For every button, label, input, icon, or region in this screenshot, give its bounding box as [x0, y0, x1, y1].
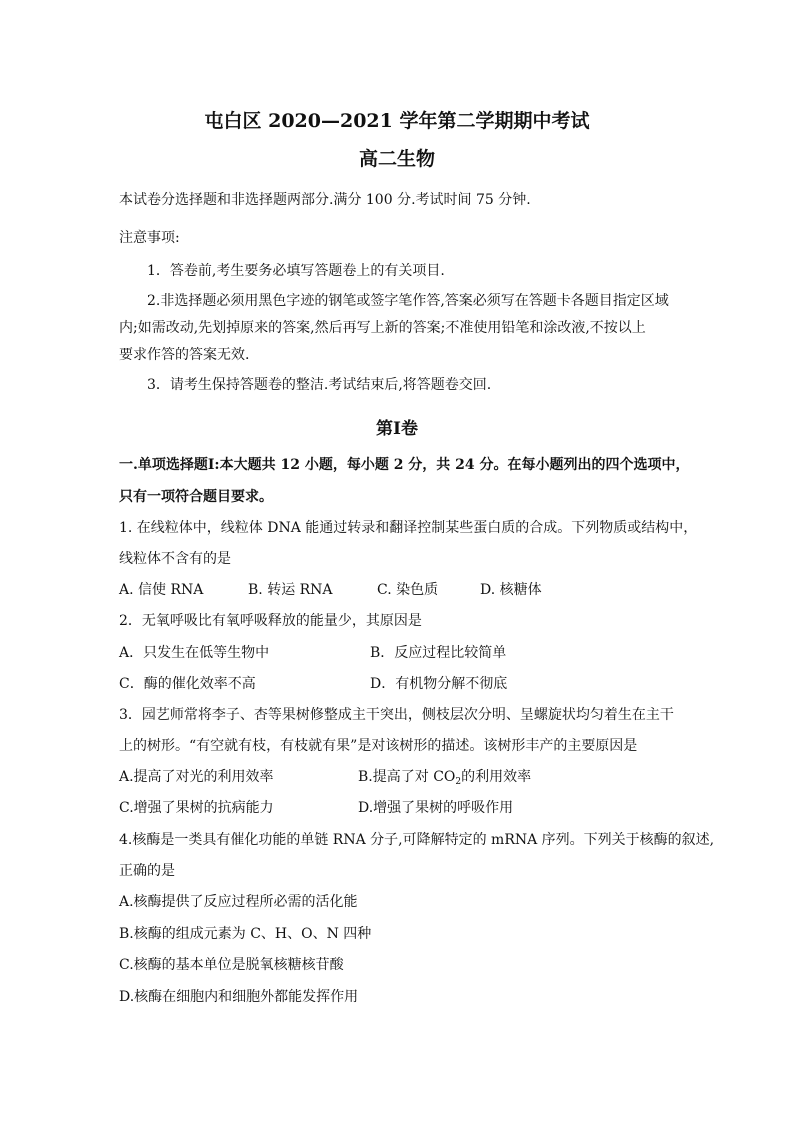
question-1-stem-line-2: 线粒体不含有的是 — [119, 551, 231, 567]
section-title: 第Ⅰ卷 — [376, 419, 418, 439]
exam-subtitle: 高二生物 — [358, 148, 435, 170]
question-2-option-a: A．只发生在低等生物中 — [119, 645, 270, 661]
question-2-stem: 2．无氧呼吸比有氧呼吸释放的能量少，其原因是 — [119, 613, 422, 629]
question-3-stem-line-1: 3．园艺师常将李子、杏等果树修整成主干突出，侧枝层次分明、呈螺旋状均匀着生在主干 — [119, 707, 674, 723]
question-3-option-d: D.增强了果树的呼吸作用 — [358, 800, 514, 816]
notice-item-2-line-3: 要求作答的答案无效. — [119, 347, 250, 363]
question-3-option-a: A.提高了对光的利用效率 — [119, 769, 274, 785]
section-instruction-line-1: 一.单项选择题Ⅰ:本大题共 12 小题，每小题 2 分，共 24 分。在每小题列出的四个选项中， — [119, 457, 690, 473]
question-3-option-b-suffix: 的利用效率 — [461, 769, 532, 785]
question-1-option-d: D. 核糖体 — [480, 582, 542, 598]
question-3-stem-line-2: 上的树形。“有空就有枝，有枝就有果”是对该树形的描述。该树形丰产的主要原因是 — [119, 738, 638, 754]
question-4-option-d: D.核酶在细胞内和细胞外都能发挥作用 — [119, 989, 359, 1005]
question-4-option-c: C.核酶的基本单位是脱氧核糖核苷酸 — [119, 957, 344, 973]
notice-item-2-line-1: 2.非选择题必须用黑色字迹的钢笔或签字笔作答,答案必须写在答题卡各题目指定区域 — [147, 293, 669, 309]
question-1-option-a: A. 信使 RNA — [119, 582, 204, 598]
exam-title: 屯白区 2020—2021 学年第二学期期中考试 — [204, 110, 590, 132]
intro-text: 本试卷分选择题和非选择题两部分.满分 100 分.考试时间 75 分钟. — [119, 192, 531, 208]
notice-item-3: 3．请考生保持答题卷的整洁.考试结束后,将答题卷交回. — [147, 377, 492, 393]
question-2-option-d: D．有机物分解不彻底 — [370, 676, 508, 692]
question-4-stem-line-1: 4.核酶是一类具有催化功能的单链 RNA 分子,可降解特定的 mRNA 序列。下列关于核酶的叙述, — [119, 832, 715, 848]
question-4-option-a: A.核酶提供了反应过程所必需的活化能 — [119, 894, 358, 910]
notice-item-1: 1．答卷前,考生要务必填写答题卷上的有关项目. — [147, 263, 445, 279]
question-3-option-b-prefix: B.提高了对 CO — [358, 769, 456, 785]
question-4-stem-line-2: 正确的是 — [119, 863, 175, 879]
section-instruction-line-2: 只有一项符合题目要求。 — [119, 489, 273, 505]
question-2-option-c: C．酶的催化效率不高 — [119, 676, 256, 692]
co2-subscript: 2 — [455, 777, 462, 787]
question-3-option-b — [358, 768, 531, 786]
question-1-option-c: C. 染色质 — [377, 582, 439, 598]
question-3-option-c: C.增强了果树的抗病能力 — [119, 800, 274, 816]
question-1-stem-line-1: 1. 在线粒体中，线粒体 DNA 能通过转录和翻译控制某些蛋白质的合成。下列物质或结构中， — [119, 520, 698, 536]
question-2-option-b: B．反应过程比较简单 — [370, 645, 507, 661]
question-1-option-b: B. 转运 RNA — [248, 582, 333, 598]
question-4-option-b: B.核酶的组成元素为 C、H、O、N 四种 — [119, 926, 372, 942]
notice-heading: 注意事项: — [119, 230, 180, 246]
notice-item-2-line-2: 内;如需改动,先划掉原来的答案,然后再写上新的答案;不准使用铅笔和涂改液,不按以上 — [119, 320, 646, 336]
